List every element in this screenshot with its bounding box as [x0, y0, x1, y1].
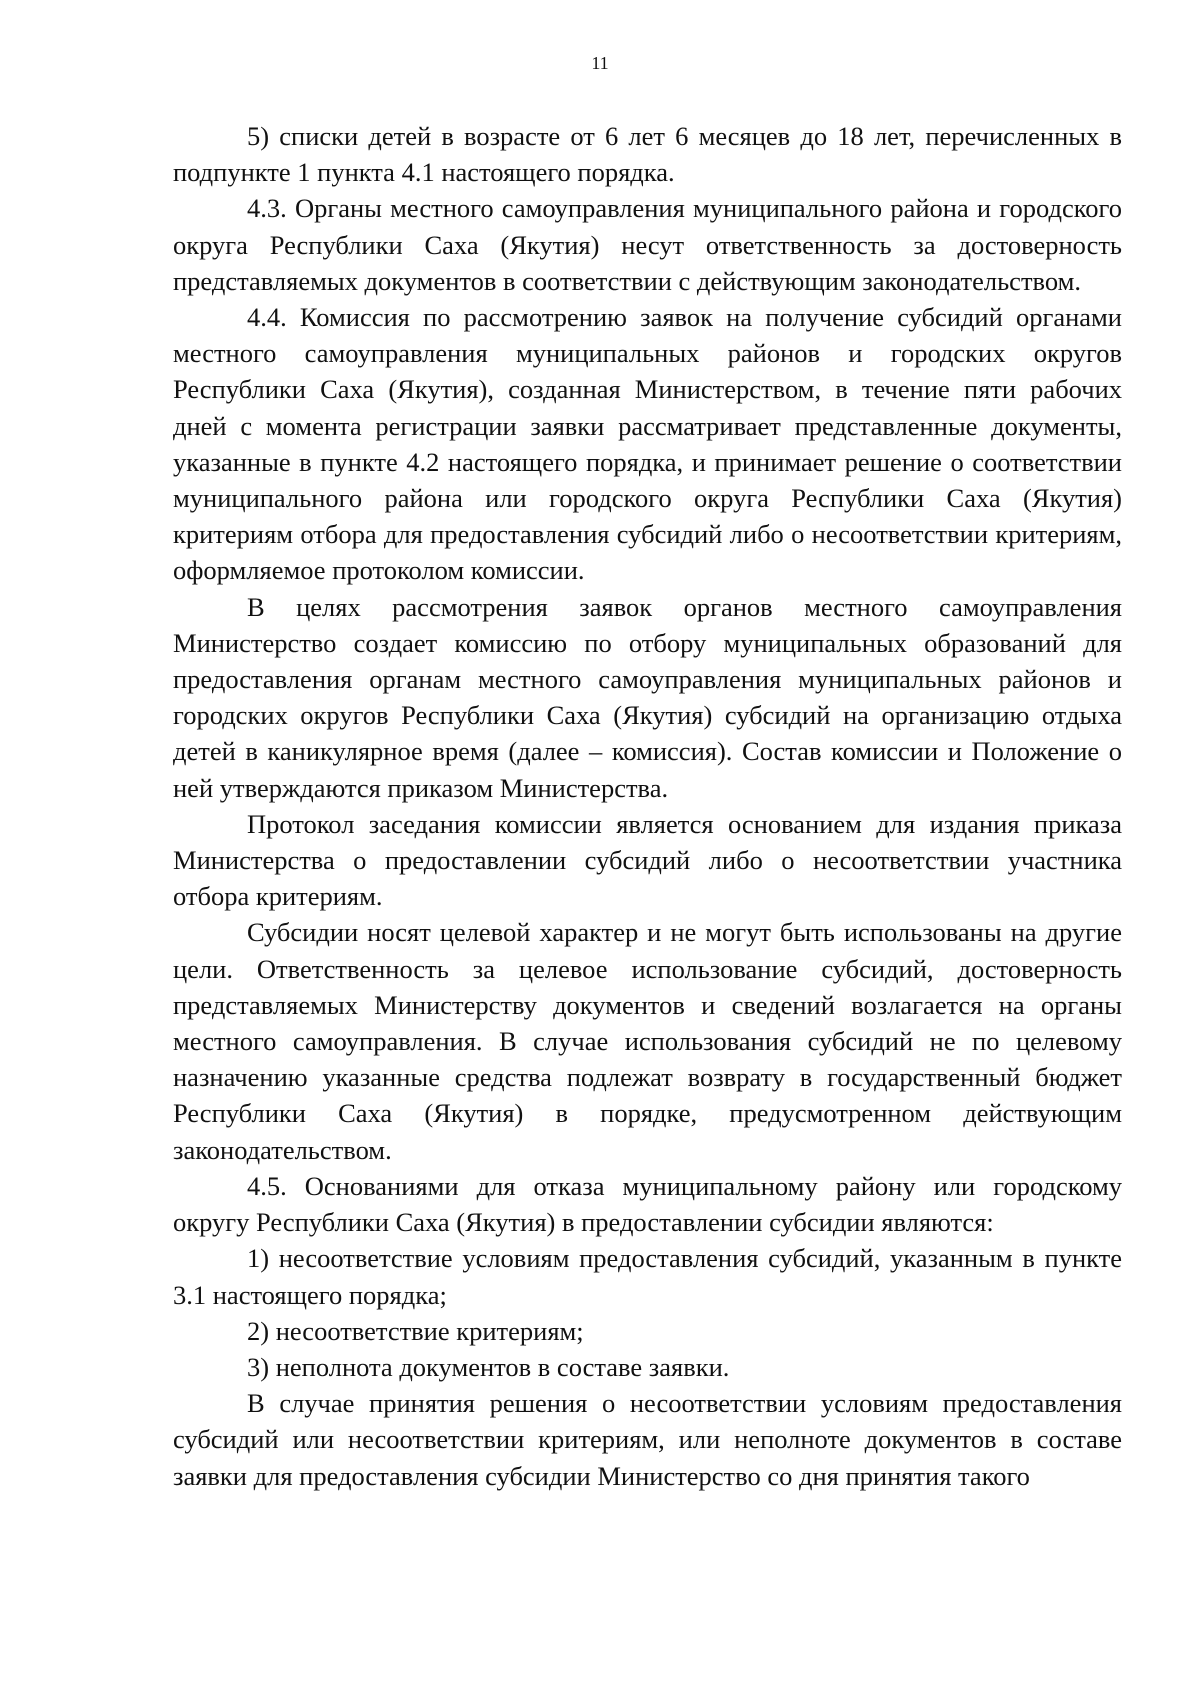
paragraph-4-3-responsibility: 4.3. Органы местного самоуправления муниципального района и городского округа Республики Саха (Якутия) несут ответственность за достоверность представляемых документов в соответствии с действующим законодательством.	[173, 193, 1122, 296]
paragraph-4-4-commission: 4.4. Комиссия по рассмотрению заявок на получение субсидий органами местного самоуправления муниципальных районов и городских округов Республики Саха (Якутия), созданная Министерством, в течение пяти рабочих дней с момента регистрации заявки рассматривает представленные документы, указанные в пункте 4.2 настоящего порядка, и принимает решение о соответствии муниципального района или городского округа Республики Саха (Якутия) критериям отбора для предоставления субсидий либо о несоответствии критериям, оформляемое протоколом комиссии.	[173, 302, 1122, 586]
paragraph-refusal-decision: В случае принятия решения о несоответствии условиям предоставления субсидий или несоответствии критериям, или неполноте документов в составе заявки для предоставления субсидии Министерство со дня принятия такого	[173, 1388, 1122, 1491]
list-item-refusal-1: 1) несоответствие условиям предоставления субсидий, указанным в пункте 3.1 настоящего порядка;	[173, 1243, 1122, 1310]
list-item-refusal-3: 3) неполнота документов в составе заявки.	[247, 1351, 730, 1382]
document-body	[173, 118, 1122, 1494]
list-item-refusal-2: 2) несоответствие критериям;	[247, 1315, 584, 1346]
paragraph-subsidy-purpose: Субсидии носят целевой характер и не могут быть использованы на другие цели. Ответственность за целевое использование субсидий, достоверность представляемых Министерству документов и сведений возлагается на органы местного самоуправления. В случае использования субсидий не по целевому назначению указанные средства подлежат возврату в государственный бюджет Республики Саха (Якутия) в порядке, предусмотренном действующим законодательством.	[173, 917, 1122, 1165]
paragraph-4-5-refusal-grounds: 4.5. Основаниями для отказа муниципальному району или городскому округу Республики Саха (Якутия) в предоставлении субсидии являются:	[173, 1170, 1122, 1238]
paragraph-item-5-children-lists: 5) списки детей в возрасте от 6 лет 6 месяцев до 18 лет, перечисленных в подпункте 1 пункта 4.1 настоящего порядка.	[173, 121, 1122, 188]
page-number: 11	[591, 53, 609, 73]
paragraph-commission-creation: В целях рассмотрения заявок органов местного самоуправления Министерство создает комиссию по отбору муниципальных образований для предоставления органам местного самоуправления муниципальных районов и городских округов Республики Саха (Якутия) субсидий на организацию отдыха детей в каникулярное время (далее – комиссия). Состав комиссии и Положение о ней утверждаются приказом Министерства.	[173, 591, 1122, 803]
paragraph-protocol: Протокол заседания комиссии является основанием для издания приказа Министерства о предоставлении субсидий либо о несоответствии участника отбора критериям.	[173, 808, 1122, 912]
